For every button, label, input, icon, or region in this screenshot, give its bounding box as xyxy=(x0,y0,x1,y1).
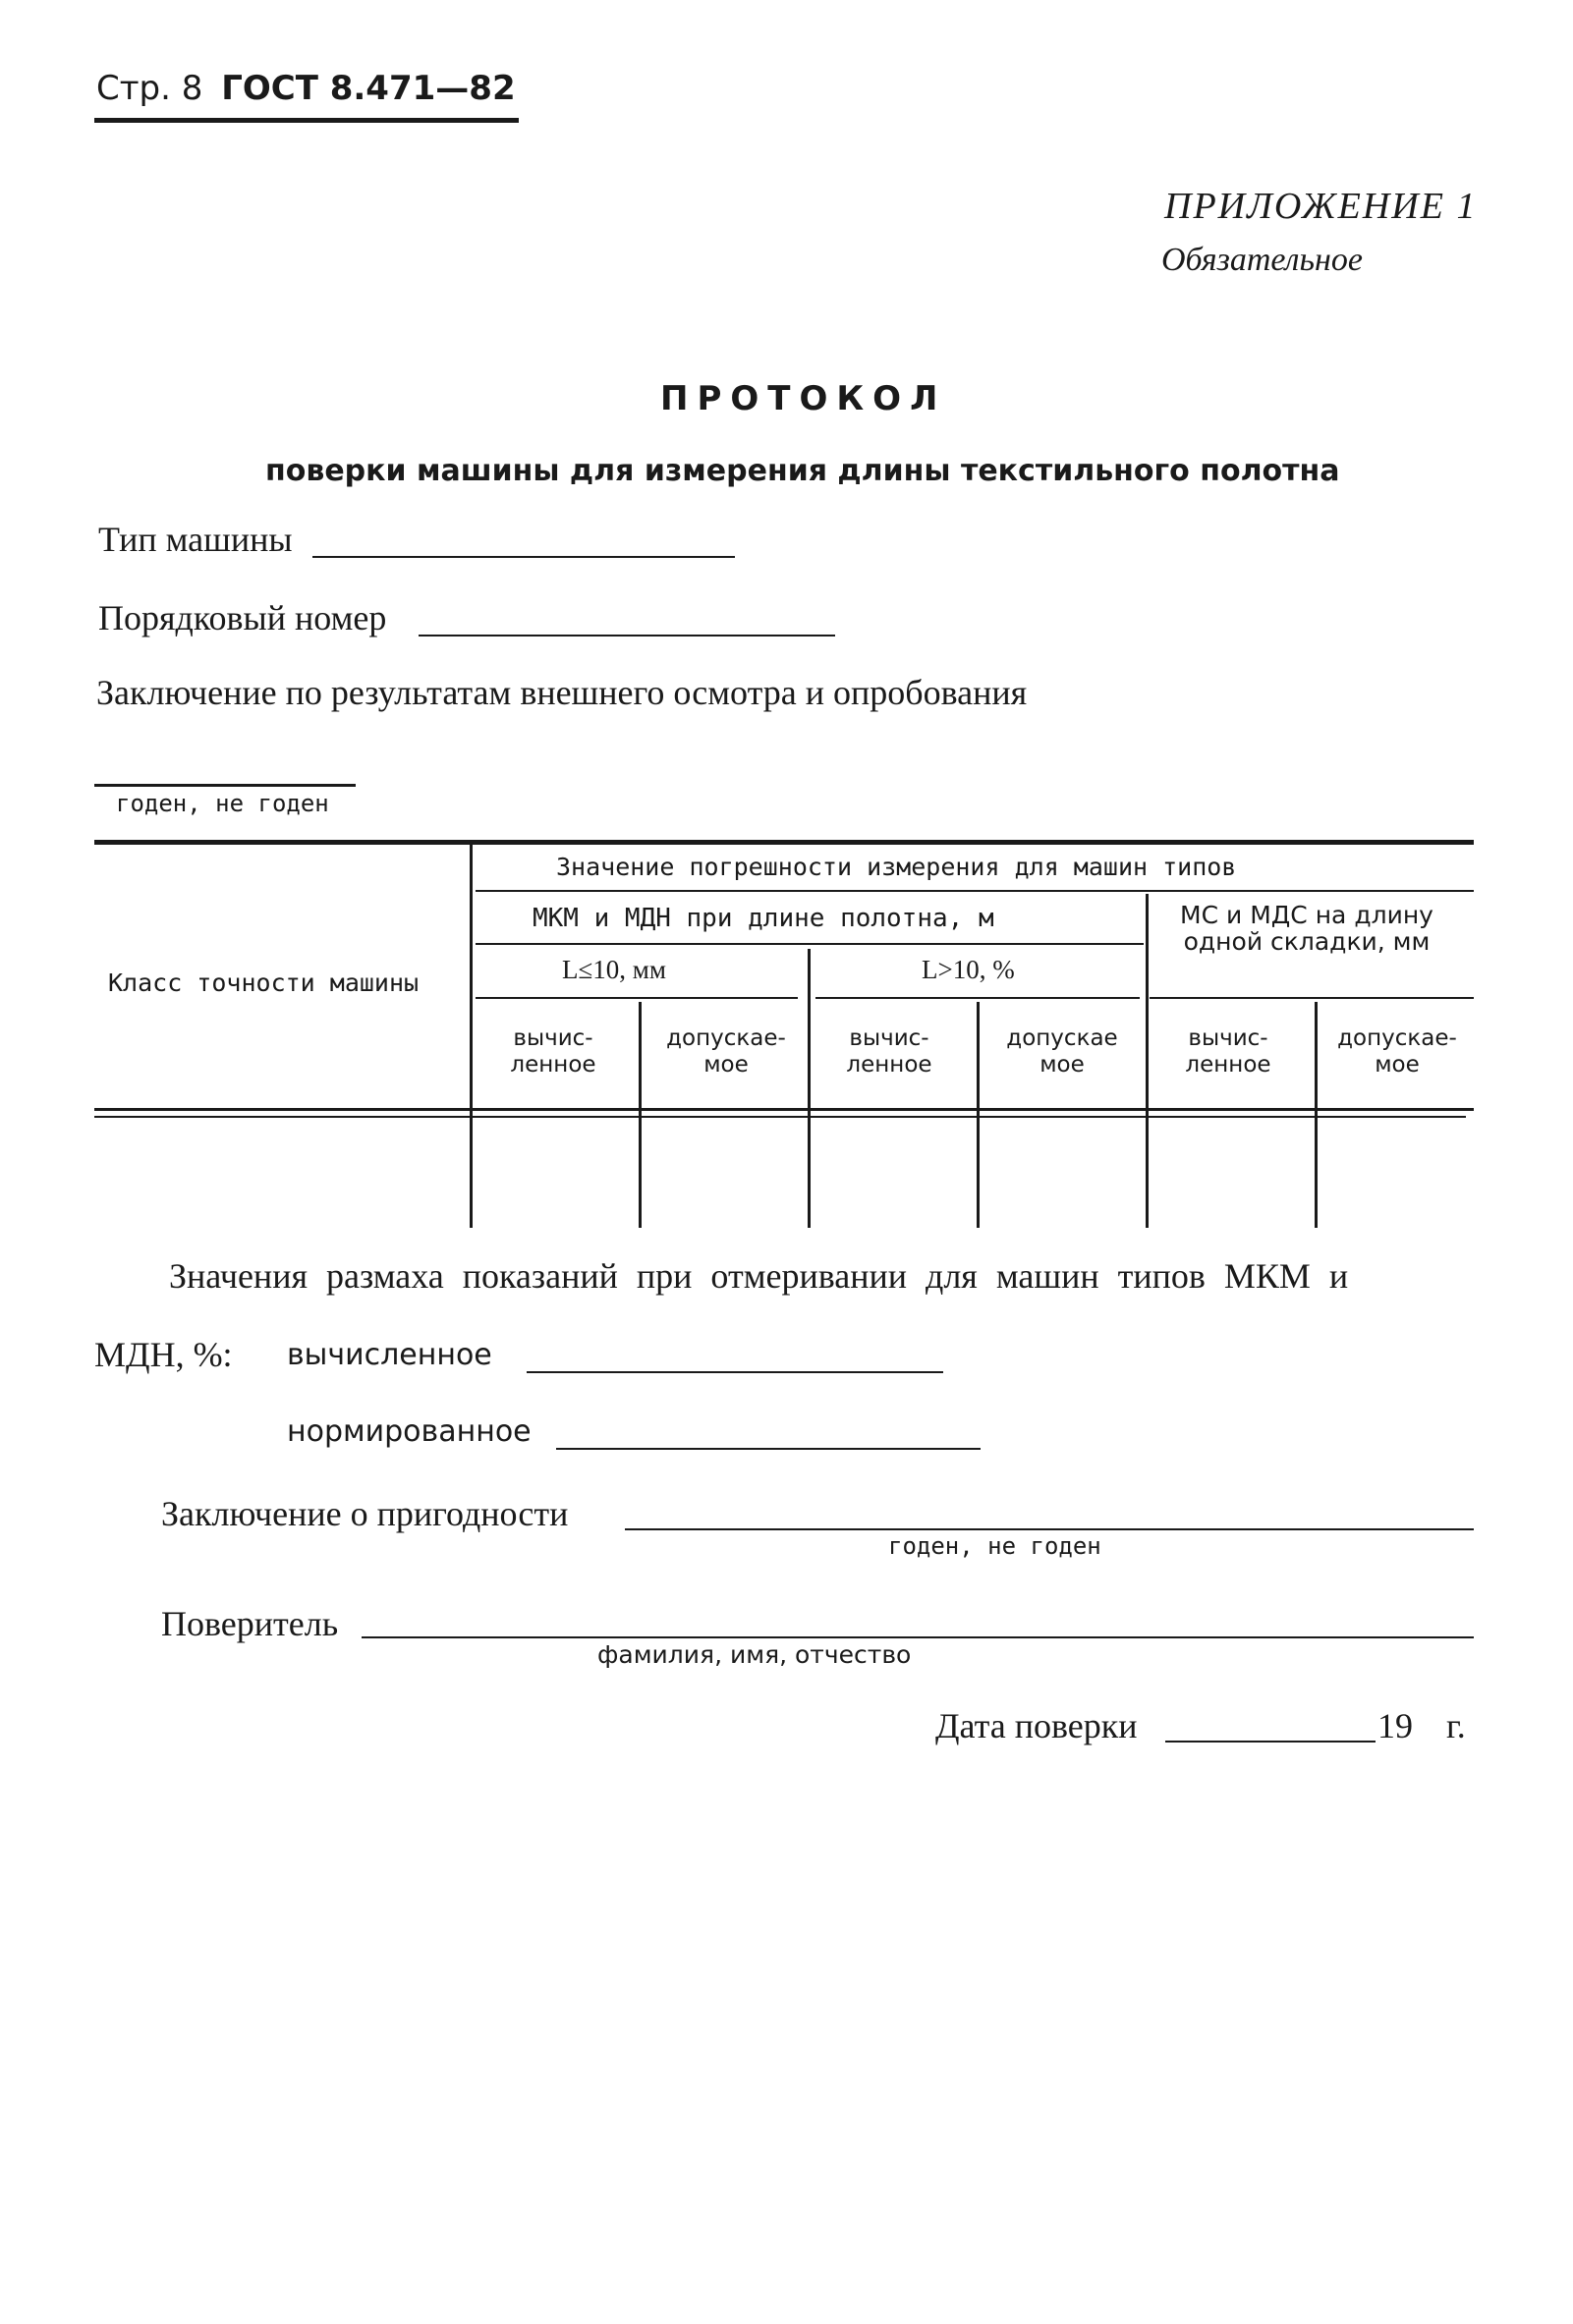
range-computed-field[interactable] xyxy=(527,1371,943,1373)
page-header xyxy=(96,69,516,108)
inspection-conclusion-label: Заключение по результатам внешнего осмотра и опробования xyxy=(96,673,1028,712)
sub-group-b-rule xyxy=(1150,997,1474,999)
range-text: Значения размаха показаний при отмеривании для машин типов МКМ и xyxy=(169,1256,1349,1296)
date-year-suffix: г. xyxy=(1446,1706,1466,1745)
sub-group-a-rule xyxy=(476,943,1144,945)
date-field[interactable] xyxy=(1165,1741,1376,1743)
date-label: Дата поверки xyxy=(935,1706,1138,1745)
sub-group-a: МКМ и МДН при длине полотна, м xyxy=(533,904,994,933)
col-a2-rule xyxy=(815,997,1140,999)
appendix-title: ПРИЛОЖЕНИЕ 1 xyxy=(1164,186,1478,227)
suitability-hint: годен, не годен xyxy=(888,1532,1101,1560)
inspection-field[interactable] xyxy=(94,784,356,787)
machine-type-label: Тип машины xyxy=(98,520,293,559)
header-rule xyxy=(94,118,519,123)
col-a1-rule xyxy=(476,997,798,999)
protocol-subtitle: поверки машины для измерения длины текстильного полотна xyxy=(265,454,1340,488)
table-cell-b-computed[interactable] xyxy=(1150,1120,1313,1226)
table-cell-a2-computed[interactable] xyxy=(812,1120,975,1226)
suitability-label: Заключение о пригодности xyxy=(161,1494,569,1533)
table-header-rule-2 xyxy=(94,1116,1466,1118)
col-a1-header: L≤10, мм xyxy=(562,955,666,984)
table-top-rule xyxy=(94,840,1474,845)
range-normalized-field[interactable] xyxy=(556,1448,981,1450)
range-computed-label: вычисленное xyxy=(287,1338,492,1372)
table-cell-accuracy-class[interactable] xyxy=(94,1120,468,1226)
table-vline-a1 xyxy=(639,1002,642,1228)
page-number: Стр. 8 xyxy=(96,69,203,108)
table-vline-b xyxy=(1315,1002,1318,1228)
table-cell-a2-allowed[interactable] xyxy=(981,1120,1144,1226)
verifier-label: Поверитель xyxy=(161,1604,339,1643)
date-year-prefix: 19 xyxy=(1377,1706,1413,1745)
machine-type-field[interactable] xyxy=(312,556,735,558)
table-cell-a1-allowed[interactable] xyxy=(643,1120,806,1226)
serial-number-field[interactable] xyxy=(419,635,835,636)
table-vline-a xyxy=(808,949,811,1228)
verifier-hint: фамилия, имя, отчество xyxy=(597,1640,912,1669)
table-header-rule-1 xyxy=(94,1108,1474,1111)
col-a1-allowed: допускае-мое xyxy=(666,1025,786,1078)
table-vline-groups xyxy=(1146,894,1149,1228)
standard-number: ГОСТ 8.471—82 xyxy=(221,69,516,108)
range-normalized-label: нормированное xyxy=(287,1414,532,1449)
serial-number-label: Порядковый номер xyxy=(98,598,387,637)
col-a1-computed: вычис-ленное xyxy=(510,1025,596,1078)
suitability-field[interactable] xyxy=(625,1528,1474,1530)
col-b-computed: вычис-ленное xyxy=(1185,1025,1271,1078)
protocol-title: ПРОТОКОЛ xyxy=(660,379,947,418)
table-cell-b-allowed[interactable] xyxy=(1319,1120,1474,1226)
table-cell-a1-computed[interactable] xyxy=(474,1120,637,1226)
col-a2-computed: вычис-ленное xyxy=(846,1025,932,1078)
verifier-field[interactable] xyxy=(362,1636,1474,1638)
group-header-rule xyxy=(476,890,1474,892)
range-prefix: МДН, %: xyxy=(94,1335,233,1374)
table-vline-a2 xyxy=(977,1002,980,1228)
appendix-status: Обязательное xyxy=(1161,242,1363,278)
col-a2-allowed: допускае мое xyxy=(1006,1025,1118,1078)
table-vline-main xyxy=(470,845,473,1228)
sub-group-b: МС и МДС на длину одной складки, мм xyxy=(1180,901,1433,956)
group-header: Значение погрешности измерения для машин типов xyxy=(556,853,1237,881)
inspection-hint: годен, не годен xyxy=(116,790,329,817)
row-header-accuracy-class: Класс точности машины xyxy=(108,968,420,997)
col-b-allowed: допускае-мое xyxy=(1337,1025,1457,1078)
col-a2-header: L>10, % xyxy=(922,955,1015,984)
